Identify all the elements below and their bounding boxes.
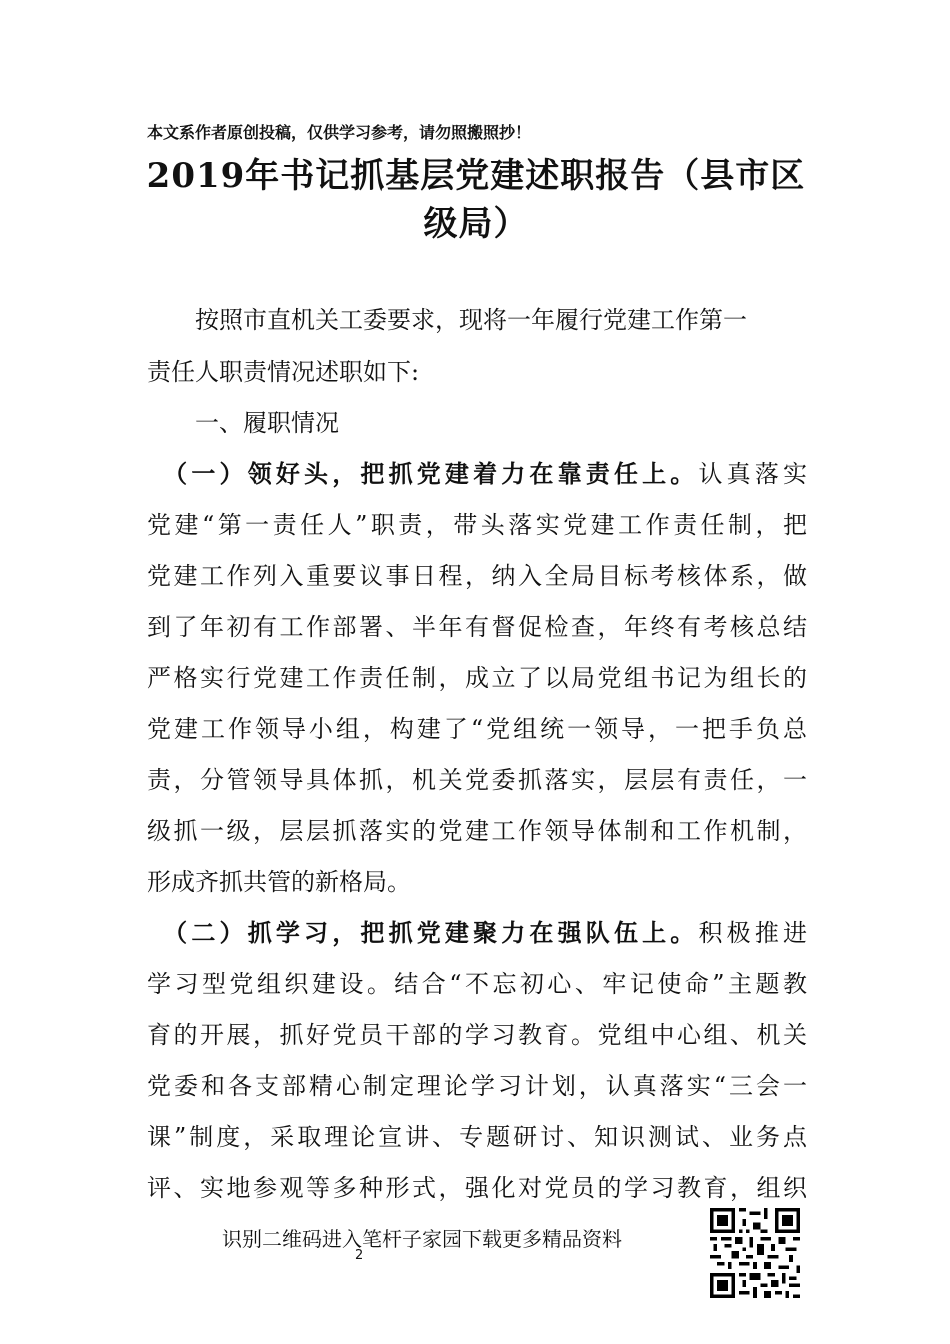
paragraph-line	[147, 867, 807, 897]
line-text: 责，分管领导具体抓，机关党委抓落实，层层有责任，一	[147, 766, 807, 794]
line-text: 级抓一级，层层抓落实的党建工作领导体制和工作机制，	[147, 817, 807, 845]
paragraph-line	[147, 408, 807, 438]
page-number: 2	[355, 1248, 364, 1263]
line-text: 责任人职责情况述职如下:	[147, 358, 420, 386]
line-text: 按照市直机关工委要求，现将一年履行党建工作第一	[147, 306, 747, 334]
qr-code-icon[interactable]	[710, 1208, 800, 1298]
line-text: 党建工作列入重要议事日程，纳入全局目标考核体系，做	[147, 562, 807, 590]
paragraph-line	[147, 459, 807, 489]
paragraph-line	[147, 1020, 807, 1050]
section-heading-bold: （二）抓学习，把抓党建聚力在强队伍上。	[147, 918, 699, 947]
paragraph-line	[147, 1173, 807, 1203]
line-text: 严格实行党建工作责任制，成立了以局党组书记为组长的	[147, 664, 807, 692]
paragraph-line	[147, 663, 807, 693]
section-heading-bold: （一）领好头，把抓党建着力在靠责任上。	[147, 459, 699, 488]
paragraph-line	[147, 357, 807, 387]
paragraph-line	[147, 765, 807, 795]
paragraph-line	[147, 918, 807, 948]
line-text: 认真落实	[698, 460, 808, 488]
line-text: 一、履职情况	[147, 409, 339, 437]
line-text: 评、实地参观等多种形式，强化对党员的学习教育，组织	[147, 1174, 807, 1202]
paragraph-line	[147, 969, 807, 999]
paragraph-line	[147, 1122, 807, 1152]
line-text: 党建“第一责任人”职责，带头落实党建工作责任制，把	[147, 511, 807, 539]
line-text: 形成齐抓共管的新格局。	[147, 868, 411, 896]
line-text: 到了年初有工作部署、半年有督促检查，年终有考核总结	[147, 613, 807, 641]
paragraph-line	[147, 305, 807, 335]
paragraph-line	[147, 612, 807, 642]
line-text: 党建工作领导小组，构建了“党组统一领导，一把手负总	[147, 715, 807, 743]
line-text: 积极推进	[698, 919, 808, 947]
paragraph-line	[147, 714, 807, 744]
line-text: 党委和各支部精心制定理论学习计划，认真落实“三会一	[147, 1072, 807, 1100]
line-text: 课”制度，采取理论宣讲、专题研讨、知识测试、业务点	[147, 1123, 807, 1151]
paragraph-line	[147, 1071, 807, 1101]
paragraph-line	[147, 561, 807, 591]
document-title-line2: 级局）	[423, 204, 529, 244]
paragraph-line	[147, 816, 807, 846]
paragraph-line	[147, 510, 807, 540]
copyright-notice: 本文系作者原创投稿，仅供学习参考，请勿照搬照抄！	[147, 123, 532, 142]
document-title-line1: 2019年书记抓基层党建述职报告（县市区	[146, 156, 806, 196]
footer-promo-text: 识别二维码进入笔杆子家园下载更多精品资料	[222, 1227, 622, 1251]
line-text: 学习型党组织建设。结合“不忘初心、牢记使命”主题教	[147, 970, 807, 998]
line-text: 育的开展，抓好党员干部的学习教育。党组中心组、机关	[147, 1021, 807, 1049]
